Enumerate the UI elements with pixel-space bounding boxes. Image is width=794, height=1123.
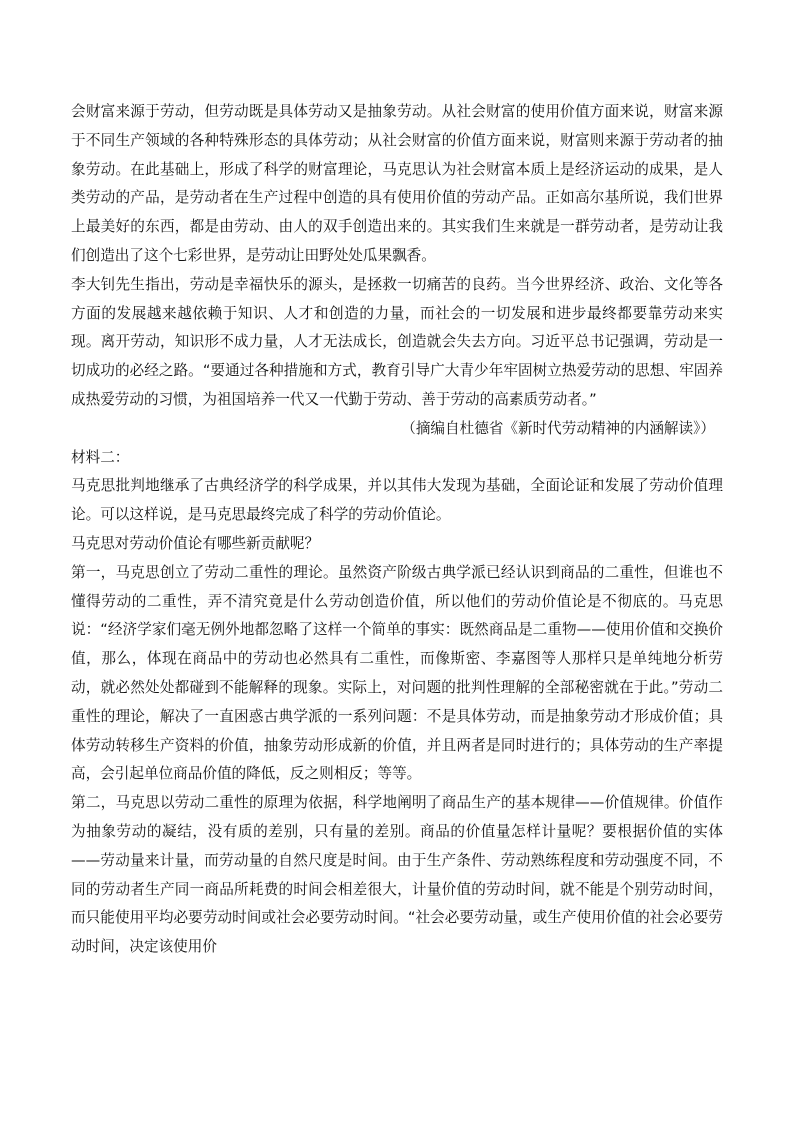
document-page bbox=[71, 98, 723, 962]
material-two-heading: 材料二： bbox=[71, 448, 130, 466]
paragraph-marx-inheritance: 马克思批判地继承了古典经济学的科学成果，并以其伟大发现为基础，全面论证和发展了劳动价值理论。可以这样说，是马克思最终完成了科学的劳动价值论。 bbox=[71, 477, 723, 524]
paragraph-social-wealth: 会财富来源于劳动，但劳动既是具体劳动又是抽象劳动。从社会财富的使用价值方面来说，财富来源于不同生产领域的各种特殊形态的具体劳动；从社会财富的价值方面来说，财富则来源于劳动者的抽象劳动。在此基础上，形成了科学的财富理论，马克思认为社会财富本质上是经济运动的成果，是人类劳动的产品，是劳动者在生产过程中创造的具有使用价值的劳动产品。正如高尔基所说，我们世界上最美好的东西，都是由劳动、由人的双手创造出来的。其实我们生来就是一群劳动者，是劳动让我们创造出了这个七彩世界，是劳动让田野处处瓜果飘香。 bbox=[71, 103, 723, 264]
source-citation: （摘编自杜德省《新时代劳动精神的内涵解读》） bbox=[401, 419, 715, 437]
paragraph-li-dazhao: 李大钊先生指出，劳动是幸福快乐的源头，是拯救一切痛苦的良药。当今世界经济、政治、文化等各方面的发展越来越依赖于知识、人才和创造的力量，而社会的一切发展和进步最终都要靠劳动来实现。离开劳动，知识形不成力量，人才无法成长，创造就会失去方向。习近平总书记强调，劳动是一切成功的必经之路。“要通过各种措施和方式，教育引导广大青少年牢固树立热爱劳动的思想、牢固养成热爱劳动的习惯，为祖国培养一代又一代勤于劳动、善于劳动的高素质劳动者。” bbox=[71, 275, 723, 408]
paragraph-first-contribution: 第一，马克思创立了劳动二重性的理论。虽然资产阶级古典学派已经认识到商品的二重性，但谁也不懂得劳动的二重性，弄不清究竟是什么劳动创造价值，所以他们的劳动价值论是不彻底的。马克思说：“经济学家们毫无例外地都忽略了这样一个简单的事实：既然商品是二重物——使用价值和交换价值，那么，体现在商品中的劳动也必然具有二重性，而像斯密、李嘉图等人那样只是单纯地分析劳动，就必然处处都碰到不能解释的现象。实际上，对问题的批判性理解的全部秘密就在于此。”劳动二重性的理论，解决了一直困惑古典学派的一系列问题：不是具体劳动，而是抽象劳动才形成价值；具体劳动转移生产资料的价值，抽象劳动形成新的价值，并且两者是同时进行的；具体劳动的生产率提高，会引起单位商品价值的降低，反之则相反；等等。 bbox=[71, 563, 723, 783]
paragraph-second-contribution: 第二，马克思以劳动二重性的原理为依据，科学地阐明了商品生产的基本规律——价值规律。价值作为抽象劳动的凝结，没有质的差别，只有量的差别。商品的价值量怎样计量呢？要根据价值的实体——劳动量来计量，而劳动量的自然尺度是时间。由于生产条件、劳动熟练程度和劳动强度不同，不同的劳动者生产同一商品所耗费的时间会相差很大，计量价值的劳动时间，就不能是个别劳动时间，而只能使用平均必要劳动时间或社会必要劳动时间。“社会必要劳动量，或生产使用价值的社会必要劳动时间，决定该使用价 bbox=[71, 794, 723, 956]
paragraph-question: 马克思对劳动价值论有哪些新贡献呢？ bbox=[71, 534, 320, 552]
